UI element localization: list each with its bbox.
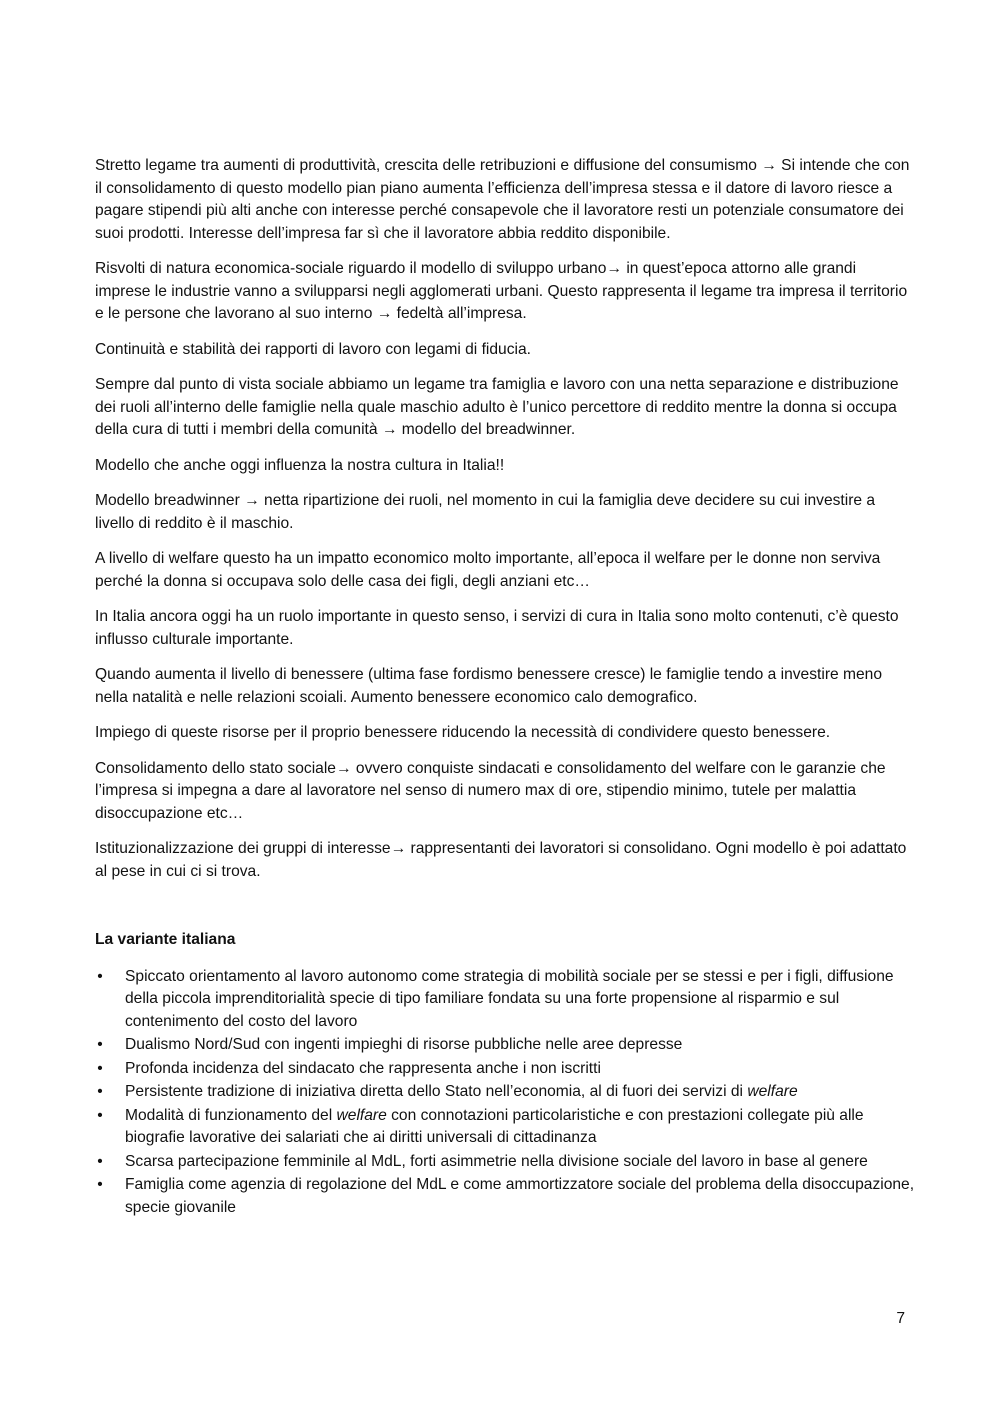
list-item-italic: welfare — [336, 1106, 387, 1124]
list-item — [95, 1174, 915, 1219]
list-item-italic: welfare — [747, 1083, 798, 1100]
bullet-icon: • — [97, 1152, 103, 1170]
bullet-icon: • — [97, 1106, 103, 1124]
paragraph-culture-italy: Modello che anche oggi influenza la nostra cultura in Italia!! — [95, 456, 505, 474]
paragraph-continuity: Continuità e stabilità dei rapporti di lavoro con legami di fiducia. — [95, 340, 532, 358]
bullet-icon: • — [97, 1176, 103, 1193]
bullet-icon: • — [97, 1083, 103, 1100]
page-number: 7 — [896, 1310, 905, 1327]
list-item-text: Scarsa partecipazione femminile al MdL, forti asimmetrie nella divisione sociale del lavoro in base al genere — [125, 1152, 868, 1170]
list-item — [95, 1105, 915, 1150]
paragraph-welfare-impact: A livello di welfare questo ha un impatto economico molto importante, all’epoca il welfare per le donne non serviva perché la donna si occupava solo delle casa dei figli, degli anziani etc… — [95, 550, 881, 590]
paragraph-care-services: In Italia ancora oggi ha un ruolo importante in questo senso, i servizi di cura in Italia sono molto contenuti, c’è questo influsso culturale importante. — [95, 608, 899, 648]
bullet-icon: • — [97, 1036, 103, 1053]
section-heading: La variante italiana — [95, 931, 236, 948]
document-page — [95, 155, 915, 1220]
list-item-text-after: con connotazioni particolaristiche e con prestazioni collegate più alle biografie lavorative dei salariati che ai diritti universali di cittadinanza — [125, 1106, 864, 1146]
paragraph-family-work: Sempre dal punto di vista sociale abbiamo un legame tra famiglia e lavoro con una netta separazione e distribuzione dei ruoli all’interno delle famiglie nella quale maschio adulto è l’unico percettore di reddito mentre la donna si occupa della cura di tutti i membri della comunità → modello del breadwinner. — [95, 376, 899, 438]
list-item — [95, 1081, 915, 1104]
bullet-icon: • — [97, 967, 103, 985]
bullet-list — [95, 966, 915, 1220]
paragraph-welfare-state: Consolidamento dello stato sociale→ ovvero conquiste sindacati e consolidamento del welfare con le garanzie che l’impresa si impegna a dare al lavoratore nel senso di numero max di ore, stipendio minimo, tutele per malattia disoccupazione etc… — [95, 759, 886, 822]
list-item-text: Dualismo Nord/Sud con ingenti impieghi di risorse pubbliche nelle aree depresse — [125, 1036, 683, 1053]
paragraph-urban-development: Risvolti di natura economica-sociale riguardo il modello di sviluppo urbano→ in quest’epoca attorno alle grandi imprese le industrie vanno a svilupparsi negli agglomerati urbani. Questo rappresenta il legame tra impresa il territorio e le persone che lavorano al suo interno → fedeltà all’impresa. — [95, 260, 908, 322]
paragraph-resources: Impiego di queste risorse per il proprio benessere riducendo la necessità di condividere questo benessere. — [95, 724, 831, 741]
list-item-text: Persistente tradizione di iniziativa diretta dello Stato nell’economia, al di fuori dei servizi di — [125, 1083, 748, 1100]
list-item-text: Spiccato orientamento al lavoro autonomo come strategia di mobilità sociale per se stessi e per i figli, diffusione della piccola imprenditorialità specie di tipo familiare fondata su una forte propensione al risparmio e sul contenimento del costo del lavoro — [125, 967, 894, 1030]
list-item-text: Profonda incidenza del sindacato che rappresenta anche i non iscritti — [125, 1059, 601, 1077]
list-item — [95, 966, 915, 1034]
list-item — [95, 1151, 915, 1174]
paragraph-wellbeing: Quando aumenta il livello di benessere (ultima fase fordismo benessere cresce) le famiglie tendo a investire meno nella natalità e nelle relazioni scoiali. Aumento benessere economico calo demografico. — [95, 666, 883, 706]
bullet-icon: • — [97, 1059, 103, 1077]
paragraph-breadwinner: Modello breadwinner → netta ripartizione dei ruoli, nel momento in cui la famiglia deve decidere su cui investire a livello di reddito è il maschio. — [95, 492, 876, 532]
paragraph-productivity: Stretto legame tra aumenti di produttività, crescita delle retribuzioni e diffusione del consumismo → Si intende che con il consolidamento di questo modello pian piano aumenta l’efficienza dell’impresa stessa e il datore di lavoro riesce a pagare stipendi più alti anche con interesse perché consapevole che il lavoratore resti un potenziale consumatore dei suoi prodotti. Interesse dell’impresa far sì che il lavoratore abbia reddito disponibile. — [95, 157, 910, 242]
paragraph-interest-groups: Istituzionalizzazione dei gruppi di interesse→ rappresentanti dei lavoratori si consolidano. Ogni modello è poi adattato al pese in cui ci si trova. — [95, 840, 907, 880]
list-item-text: Famiglia come agenzia di regolazione del MdL e come ammortizzatore sociale del problema della disoccupazione, specie giovanile — [125, 1176, 915, 1216]
list-item — [95, 1034, 915, 1057]
list-item — [95, 1058, 915, 1081]
list-item-text: Modalità di funzionamento del — [125, 1106, 337, 1124]
